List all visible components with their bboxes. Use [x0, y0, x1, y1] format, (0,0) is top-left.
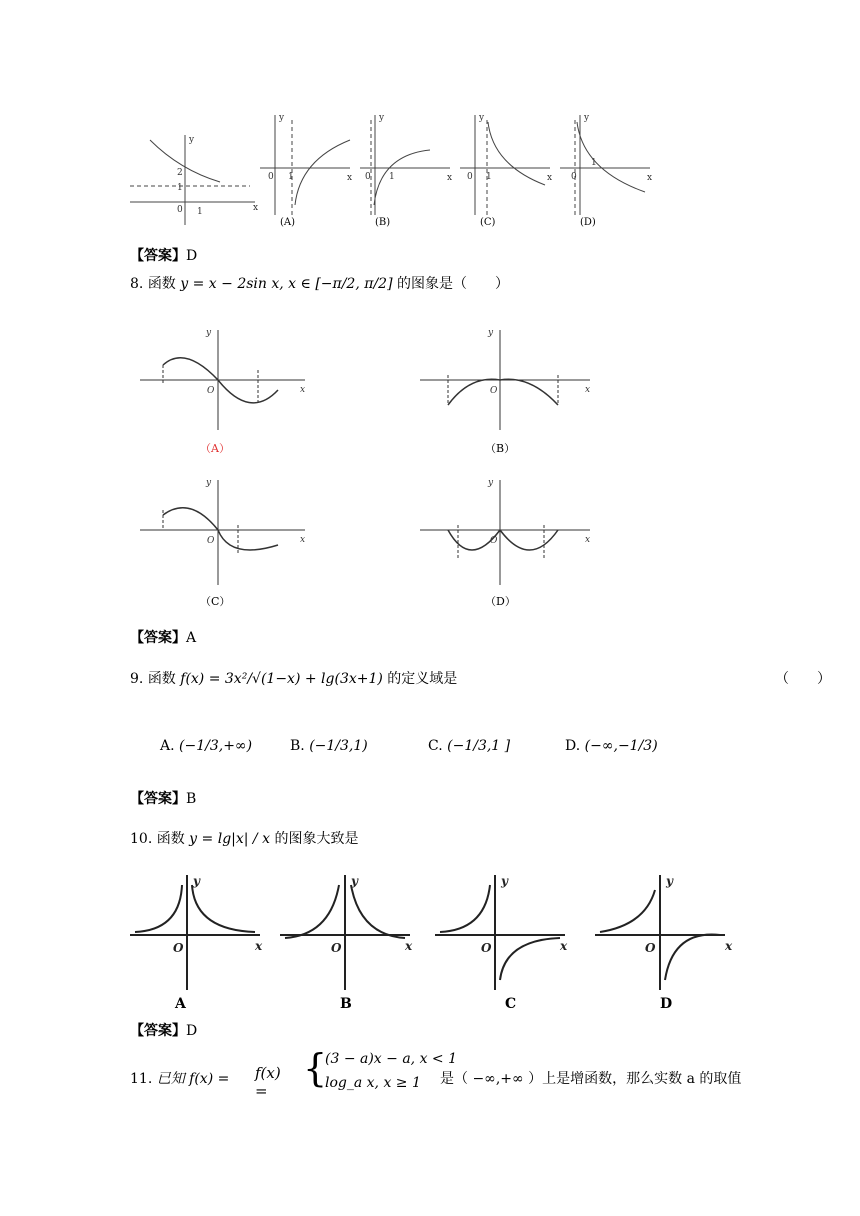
svg-text:x: x — [253, 203, 259, 213]
q10-label-d: D — [660, 996, 673, 1012]
q8-stem-prefix: 函数 — [147, 276, 176, 292]
q9-number: 9. — [130, 671, 144, 687]
q7-label-a: (A) — [280, 217, 296, 228]
svg-text:O: O — [481, 941, 492, 955]
q8-answer-value: A — [186, 630, 197, 646]
q10-answer-label: 【答案】 — [130, 1023, 186, 1039]
q8-graphs — [130, 320, 610, 610]
q8-label-d: （D） — [485, 595, 516, 608]
svg-text:1: 1 — [591, 158, 597, 168]
svg-text:y: y — [189, 135, 195, 145]
q7-graph-strip — [125, 110, 665, 240]
q9-stem-prefix: 函数 — [147, 671, 176, 687]
q9-option-d-letter: D. — [565, 738, 581, 754]
q8-answer — [130, 627, 196, 647]
q10-answer-value: D — [186, 1023, 198, 1039]
q7-answer-label: 【答案】 — [130, 248, 186, 264]
svg-text:x: x — [725, 939, 733, 953]
q7-gB-curve — [374, 150, 430, 205]
q9-bracket: （ ） — [775, 671, 831, 687]
q11-number: 11. — [130, 1071, 153, 1087]
q8-stem — [130, 275, 509, 293]
q7-answer-value: D — [186, 248, 198, 264]
q9-option-b-text: (−1/3,1) — [309, 738, 368, 754]
q8-answer-label: 【答案】 — [130, 630, 186, 646]
q10-stem-prefix: 函数 — [156, 831, 185, 847]
q9-answer — [130, 788, 196, 808]
svg-text:2: 2 — [177, 168, 183, 178]
q9-option-b-letter: B. — [290, 738, 305, 754]
svg-text:y: y — [379, 113, 385, 123]
q7-label-d: (D) — [580, 217, 596, 228]
q9-option-a-letter: A. — [160, 738, 175, 754]
svg-text:x: x — [585, 535, 591, 545]
q9-stem-suffix: 的定义域是 — [387, 671, 458, 687]
q11-brace: { — [303, 1046, 328, 1090]
svg-text:O: O — [207, 386, 215, 396]
q8-graph-svg — [130, 320, 610, 610]
q8-label-c: （C） — [200, 595, 231, 608]
svg-text:y: y — [206, 328, 212, 338]
svg-text:y: y — [501, 874, 508, 888]
q10-stem-suffix: 的图象大致是 — [274, 831, 359, 847]
q9-option-a-text: (−1/3,+∞) — [179, 738, 253, 754]
svg-text:O: O — [490, 536, 498, 546]
q7-label-c: (C) — [480, 217, 496, 228]
q9-stem — [130, 670, 457, 688]
q10-graphs — [125, 870, 745, 1020]
q11-fx: f(x) = — [255, 1064, 281, 1100]
q10-number: 10. — [130, 831, 153, 847]
svg-text:x: x — [647, 173, 653, 183]
svg-text:O: O — [173, 941, 184, 955]
q9-option-c-letter: C. — [428, 738, 443, 754]
q9-answer-value: B — [186, 791, 197, 807]
q11-piece2: log_a x, x ≥ 1 — [325, 1075, 421, 1091]
svg-text:y: y — [206, 478, 212, 488]
svg-text:y: y — [666, 874, 673, 888]
q9-option-b[interactable] — [290, 738, 368, 754]
svg-text:0: 0 — [177, 205, 183, 215]
svg-text:1: 1 — [288, 172, 294, 182]
svg-text:O: O — [331, 941, 342, 955]
svg-text:y: y — [193, 874, 200, 888]
svg-text:1: 1 — [389, 172, 395, 182]
q7-gA-curve — [295, 140, 353, 205]
q9-formula: f(x) = 3x²/√(1−x) + lg(3x+1) — [180, 671, 383, 687]
q7-gC-curve — [488, 122, 545, 185]
svg-text:x: x — [405, 939, 413, 953]
q9-option-a[interactable] — [160, 738, 252, 754]
q8-stem-suffix: 的图象是（ ） — [396, 276, 509, 292]
svg-text:x: x — [447, 173, 453, 183]
svg-text:O: O — [645, 941, 656, 955]
q7-label-b: (B) — [375, 217, 391, 228]
svg-text:1: 1 — [197, 207, 203, 217]
q11-stem — [130, 1070, 229, 1088]
q9-option-d[interactable] — [565, 738, 658, 754]
q8-label-a: （A） — [200, 442, 230, 455]
svg-text:x: x — [300, 535, 306, 545]
q10-answer — [130, 1020, 197, 1040]
q8-formula: y = x − 2sin x, x ∈ [−π/2, π/2] — [180, 276, 393, 292]
svg-text:0: 0 — [365, 172, 371, 182]
svg-text:x: x — [585, 385, 591, 395]
q8-label-b: （B） — [485, 442, 516, 455]
svg-text:y: y — [488, 328, 494, 338]
svg-text:x: x — [347, 173, 353, 183]
svg-text:0: 0 — [268, 172, 274, 182]
svg-text:y: y — [584, 113, 590, 123]
svg-text:1: 1 — [177, 183, 183, 193]
q9-answer-label: 【答案】 — [130, 791, 186, 807]
svg-text:y: y — [279, 113, 285, 123]
q10-label-c: C — [505, 996, 517, 1012]
q10-stem — [130, 830, 358, 848]
q11-prefix: 已知 f(x) = — [156, 1071, 230, 1087]
svg-text:x: x — [255, 939, 263, 953]
q7-answer — [130, 245, 197, 265]
q7-gD-curve — [577, 122, 645, 192]
svg-text:0: 0 — [571, 172, 577, 182]
svg-text:y: y — [488, 478, 494, 488]
svg-text:1: 1 — [486, 172, 492, 182]
svg-text:y: y — [479, 113, 485, 123]
svg-text:O: O — [490, 386, 498, 396]
q9-option-c[interactable] — [428, 738, 510, 754]
q9-option-d-text: (−∞,−1/3) — [584, 738, 658, 754]
svg-text:x: x — [300, 385, 306, 395]
q9-options — [160, 738, 720, 758]
q10-formula: y = lg|x| / x — [189, 831, 270, 847]
q10-graph-svg — [125, 870, 745, 990]
svg-text:x: x — [560, 939, 568, 953]
svg-text:y: y — [351, 874, 358, 888]
q9-option-c-text: (−1/3,1 ] — [447, 738, 511, 754]
svg-text:0: 0 — [467, 172, 473, 182]
q8-number: 8. — [130, 276, 144, 292]
svg-text:x: x — [547, 173, 553, 183]
q11-suffix: 是（ −∞,+∞ ）上是增函数，那么实数 a 的取值 — [440, 1071, 742, 1087]
q11-piece1: (3 − a)x − a, x < 1 — [325, 1051, 458, 1067]
q10-label-a: A — [175, 996, 186, 1012]
q10-label-b: B — [340, 996, 352, 1012]
svg-text:O: O — [207, 536, 215, 546]
